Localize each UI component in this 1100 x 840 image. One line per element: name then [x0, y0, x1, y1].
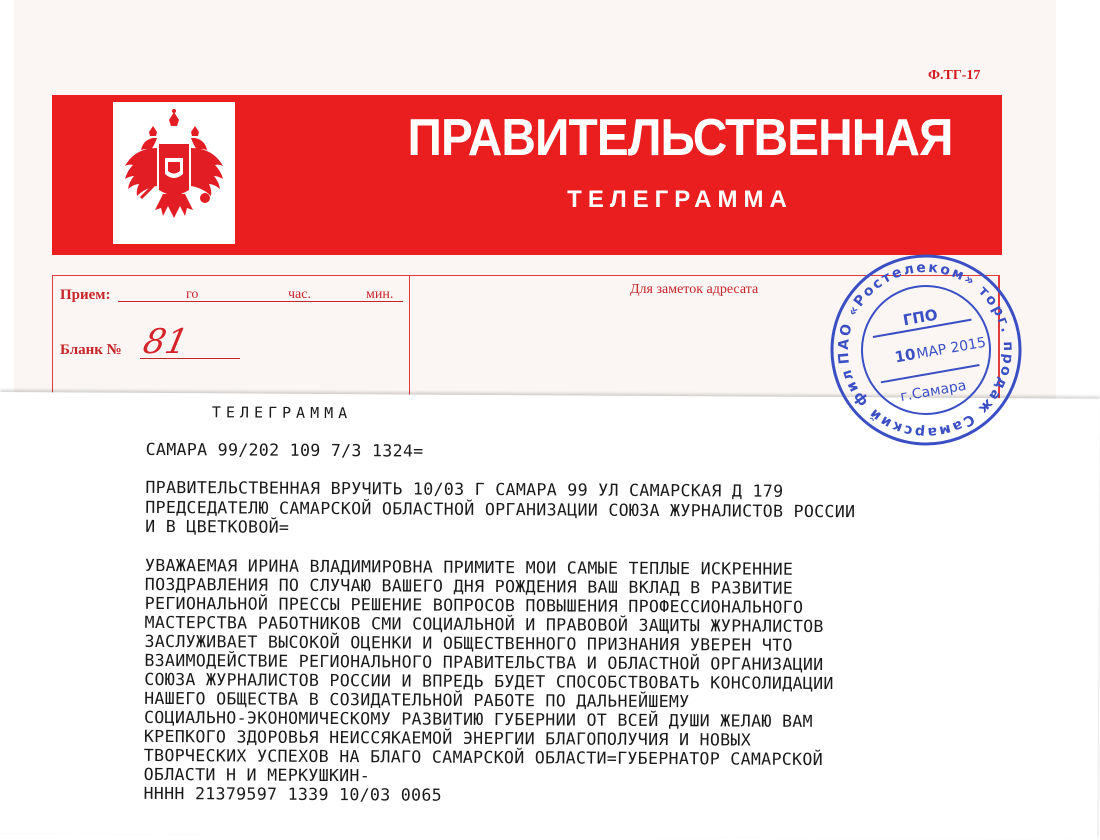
- tape-line: МАСТЕРСТВА РАБОТНИКОВ СМИ СОЦИАЛЬНОЙ И ПРАВОВОЙ ЗАЩИТЫ ЖУРНАЛИСТОВ: [144, 612, 824, 637]
- reception-minutes: мин.: [366, 287, 394, 302]
- stamp-outer-text: ПАО «Ростелеком» торг. продаж Самарский филиал: [835, 259, 1017, 441]
- tape-line: ВЗАИМОДЕЙСТВИЕ РЕГИОНАЛЬНОГО ПРАВИТЕЛЬСТВА И ОБЛАСТНОЙ ОРГАНИЗАЦИИ: [144, 650, 824, 675]
- stamp-date-rest: МАР 2015: [915, 334, 988, 363]
- tape-line: УВАЖАЕМАЯ ИРИНА ВЛАДИМИРОВНА ПРИМИТЕ МОИ САМЫЕ ТЕПЛЫЕ ИСКРЕННИЕ: [144, 555, 794, 579]
- double-headed-eagle-icon: [113, 102, 235, 244]
- tape-line: НАШЕГО ОБЩЕСТВА В СОЗИДАТЕЛЬНОЙ РАБОТЕ ПО ДАЛЬНЕЙШЕМУ: [144, 688, 690, 712]
- reception-line: [118, 301, 403, 302]
- reception-hours: час.: [288, 287, 311, 302]
- tape-line: ТВОРЧЕСКИХ УСПЕХОВ НА БЛАГО САМАРСКОЙ ОБЛАСТИ=ГУБЕРНАТОР САМАРСКОЙ: [143, 745, 824, 770]
- reception-go: го: [186, 287, 199, 302]
- blank-number: 81: [139, 322, 192, 362]
- banner-title: ПРАВИТЕЛЬСТВЕННАЯ: [407, 109, 953, 167]
- banner-subtitle: ТЕЛЕГРАММА: [567, 186, 793, 213]
- telegram-sheet: [0, 392, 1100, 840]
- tape-line: ПРЕДСЕДАТЕЛЮ САМАРСКОЙ ОБЛАСТНОЙ ОРГАНИЗАЦИИ СОЮЗА ЖУРНАЛИСТОВ РОССИИ: [145, 497, 856, 522]
- tape-line: САМАРА 99/202 109 7/3 1324=: [145, 439, 424, 461]
- tape-line: ОБЛАСТИ Н И МЕРКУШКИН-: [143, 764, 371, 786]
- form-code: Ф.ТГ-17: [928, 68, 981, 83]
- reception-label: Прием:: [60, 287, 111, 303]
- coat-of-arms-emblem: [113, 102, 235, 244]
- stamp-city: г.Самара: [899, 377, 968, 406]
- notes-label: Для заметок адресата: [630, 282, 759, 297]
- tape-line: НННН 21379597 1339 10/03 0065: [143, 783, 443, 805]
- tape-line: СОЮЗА ЖУРНАЛИСТОВ РОССИИ И ВПРЕДЬ БУДЕТ СПОСОБСТВОВАТЬ КОНСОЛИДАЦИИ: [144, 669, 834, 694]
- tape-line: КРЕПКОГО ЗДОРОВЬЯ НЕИССЯКАЕМОЙ ЭНЕРГИИ БЛАГОПОЛУЧИЯ И НОВЫХ: [143, 726, 752, 750]
- postal-stamp-seal: [826, 250, 1026, 450]
- tape-line: РЕГИОНАЛЬНОЙ ПРЕССЫ РЕШЕНИЕ ВОПРОСОВ ПОВЫШЕНИЯ ПРОФЕССИОНАЛЬНОГО: [144, 593, 804, 617]
- tape-line: ПОЗДРАВЛЕНИЯ ПО СЛУЧАЮ ВАШЕГО ДНЯ РОЖДЕНИЯ ВАШ ВКЛАД В РАЗВИТИЕ: [144, 574, 794, 598]
- telegram-title: ТЕЛЕГРАММА: [211, 403, 353, 423]
- tape-line: СОЦИАЛЬНО-ЭКОНОМИЧЕСКОМУ РАЗВИТИЮ ГУБЕРНИИ ОТ ВСЕЙ ДУШИ ЖЕЛАЮ ВАМ: [143, 707, 813, 731]
- stamp-date-day: 10: [893, 345, 917, 367]
- stamp-center-top: ГПО: [901, 305, 940, 330]
- blank-label: Бланк №: [60, 342, 122, 358]
- tape-line: ПРАВИТЕЛЬСТВЕННАЯ ВРУЧИТЬ 10/03 Г САМАРА 99 УЛ САМАРСКАЯ Д 179: [145, 477, 784, 501]
- tape-line: И В ЦВЕТКОВОЙ=: [145, 516, 290, 537]
- tape-line: ЗАСЛУЖИВАЕТ ВЫСОКОЙ ОЦЕНКИ И ОБЩЕСТВЕННОГО ПРИЗНАНИЯ УВЕРЕН ЧТО: [144, 631, 793, 655]
- postal-stamp: [826, 250, 1026, 450]
